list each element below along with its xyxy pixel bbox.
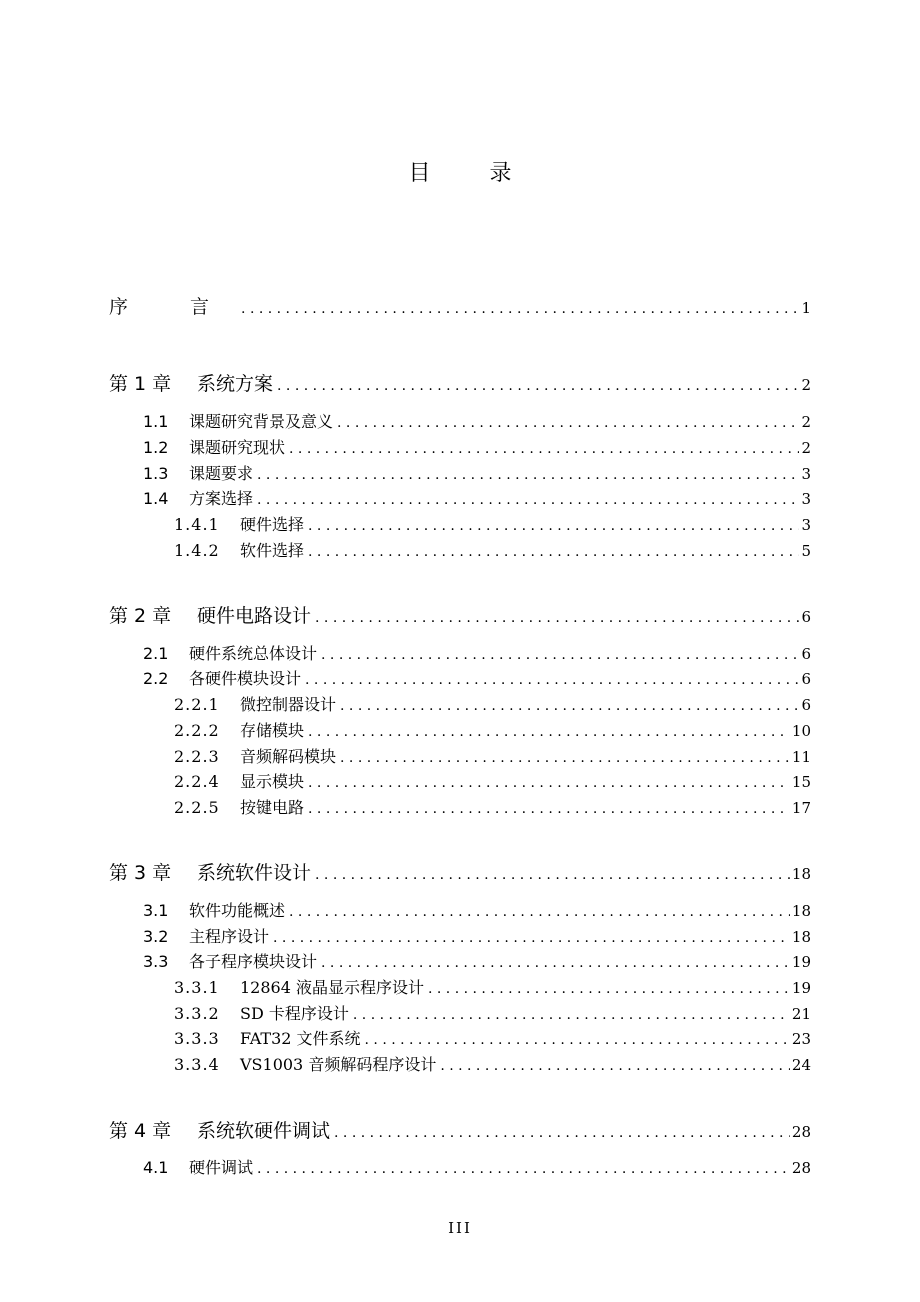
- toc-entry-page: 6: [801, 670, 811, 688]
- toc-entry-number: 3.1: [143, 901, 169, 920]
- toc-entry-title: 课题研究现状: [189, 438, 286, 457]
- dot-leader: [315, 610, 799, 626]
- toc-entry-number: 2.1: [143, 644, 169, 663]
- dot-leader: [308, 724, 790, 740]
- toc-entry[interactable]: [109, 292, 811, 319]
- toc-entry-number: 第 1 章: [109, 373, 172, 395]
- toc-entry-page: 3: [801, 516, 811, 534]
- toc-entry[interactable]: [109, 858, 811, 885]
- toc-entry-title: SD 卡程序设计: [240, 1004, 349, 1023]
- toc-entry-title: 显示模块: [240, 772, 305, 791]
- toc-entry[interactable]: [143, 924, 811, 947]
- toc-entry-number: 3.3.2: [174, 1004, 220, 1023]
- toc-entry-number: 4.1: [143, 1158, 169, 1177]
- toc-entry-title: 软件选择: [240, 541, 305, 560]
- toc-entry-number: 第 4 章: [109, 1120, 172, 1142]
- toc-entry-title: 按键电路: [240, 798, 305, 817]
- toc-entry[interactable]: [143, 666, 811, 689]
- toc-entry-title: 音频解码模块: [240, 747, 337, 766]
- toc-entry-page: 18: [791, 865, 811, 883]
- toc-entry-title: 主程序设计: [189, 927, 270, 946]
- dot-leader: [257, 492, 799, 508]
- dot-leader: [365, 1032, 790, 1048]
- toc-entry-number: 第 3 章: [109, 862, 172, 884]
- toc-entry-page: 3: [801, 465, 811, 483]
- dot-leader: [241, 301, 799, 317]
- toc-entry-title: 课题研究背景及意义: [189, 412, 334, 431]
- toc-entry[interactable]: [174, 512, 811, 535]
- toc-entry[interactable]: [174, 718, 811, 741]
- toc-entry-title: 系统软件设计: [197, 862, 312, 884]
- toc-entry-title: 各子程序模块设计: [189, 952, 318, 971]
- toc-entry-number: 第 2 章: [109, 605, 172, 627]
- toc-entry-title: 软件功能概述: [189, 901, 286, 920]
- toc-entry-number: 2.2.4: [174, 772, 220, 791]
- dot-leader: [273, 930, 790, 946]
- toc-entry-number: 序 言: [109, 296, 238, 318]
- toc-entry-number: 1.3: [143, 464, 169, 483]
- toc-entry-page: 21: [791, 1005, 811, 1023]
- toc-entry-title: 方案选择: [189, 489, 254, 508]
- toc-entry-number: 2.2.5: [174, 798, 220, 817]
- toc-entry[interactable]: [109, 369, 811, 396]
- toc-entry-page: 5: [801, 542, 811, 560]
- toc-entry-page: 6: [801, 696, 811, 714]
- dot-leader: [353, 1007, 790, 1023]
- toc-entry[interactable]: [174, 975, 811, 998]
- toc-entry-page: 6: [801, 608, 811, 626]
- toc-entry-page: 2: [801, 376, 811, 394]
- dot-leader: [340, 750, 790, 766]
- toc-entry-page: 15: [791, 773, 811, 791]
- toc-entry-number: 3.3: [143, 952, 169, 971]
- toc-entry-page: 2: [801, 413, 811, 431]
- toc-entry-page: 11: [791, 748, 811, 766]
- toc-entry[interactable]: [143, 461, 811, 484]
- toc-entry-number: 2.2.3: [174, 747, 220, 766]
- toc-entry-title: 硬件选择: [240, 515, 305, 534]
- toc-entry-title: 各硬件模块设计: [189, 669, 302, 688]
- page-number-footer: III: [448, 1219, 472, 1237]
- toc-entry-number: 2.2.2: [174, 721, 220, 740]
- toc-entry[interactable]: [174, 538, 811, 561]
- toc-entry-page: 3: [801, 490, 811, 508]
- dot-leader: [257, 467, 799, 483]
- dot-leader: [308, 544, 799, 560]
- toc-entry-number: 3.2: [143, 927, 169, 946]
- toc-entry-number: 1.1: [143, 412, 169, 431]
- toc-entry[interactable]: [143, 1155, 811, 1178]
- dot-leader: [289, 904, 790, 920]
- toc-entry-page: 18: [791, 928, 811, 946]
- toc-entry-page: 10: [791, 722, 811, 740]
- toc-entry-page: 19: [791, 979, 811, 997]
- toc-entry-number: 1.4: [143, 489, 169, 508]
- toc-entry[interactable]: [174, 1052, 811, 1075]
- toc-entry-number: 1.2: [143, 438, 169, 457]
- toc-entry[interactable]: [143, 486, 811, 509]
- toc-entry-title: 课题要求: [189, 464, 254, 483]
- toc-entry[interactable]: [109, 601, 811, 628]
- dot-leader: [428, 981, 790, 997]
- toc-entry[interactable]: [143, 435, 811, 458]
- dot-leader: [289, 441, 799, 457]
- dot-leader: [315, 867, 790, 883]
- dot-leader: [440, 1058, 790, 1074]
- toc-entry-title: 系统方案: [197, 373, 274, 395]
- dot-leader: [340, 698, 799, 714]
- toc-entry-number: 3.3.4: [174, 1055, 220, 1074]
- toc-entry-page: 28: [791, 1159, 811, 1177]
- toc-entry-number: 3.3.1: [174, 978, 220, 997]
- toc-entry-title: 硬件调试: [189, 1158, 254, 1177]
- toc-entry-page: 28: [791, 1123, 811, 1141]
- dot-leader: [321, 955, 790, 971]
- toc-entry[interactable]: [174, 692, 811, 715]
- dot-leader: [257, 1161, 790, 1177]
- toc-entry-title: 硬件电路设计: [197, 605, 312, 627]
- toc-entry-number: 2.2.1: [174, 695, 220, 714]
- toc-entry-title: FAT32 文件系统: [240, 1029, 361, 1048]
- dot-leader: [321, 647, 799, 663]
- toc-entry-page: 24: [791, 1056, 811, 1074]
- dot-leader: [277, 378, 799, 394]
- toc-entry-number: 3.3.3: [174, 1029, 220, 1048]
- toc-entry[interactable]: [143, 898, 811, 921]
- toc-entry-title: VS1003 音频解码程序设计: [240, 1055, 437, 1074]
- toc-entry-title: 微控制器设计: [240, 695, 337, 714]
- toc-entry-page: 18: [791, 902, 811, 920]
- toc-entry[interactable]: [143, 949, 811, 972]
- dot-leader: [305, 672, 799, 688]
- toc-entry[interactable]: [174, 744, 811, 767]
- page-title: 目 录: [408, 161, 538, 186]
- toc-entry-page: 1: [801, 299, 811, 317]
- toc-entry-title: 硬件系统总体设计: [189, 644, 318, 663]
- dot-leader: [337, 415, 799, 431]
- toc-entry[interactable]: [174, 769, 811, 792]
- toc-entry-title: 存储模块: [240, 721, 305, 740]
- toc-entry-page: 17: [791, 799, 811, 817]
- toc-entry[interactable]: [143, 409, 811, 432]
- toc-entry-title: 系统软硬件调试: [197, 1120, 331, 1142]
- toc-entry[interactable]: [174, 1026, 811, 1049]
- toc-entry[interactable]: [143, 641, 811, 664]
- toc-entry-page: 19: [791, 953, 811, 971]
- dot-leader: [334, 1125, 790, 1141]
- dot-leader: [308, 801, 790, 817]
- dot-leader: [308, 775, 790, 791]
- toc-entry[interactable]: [174, 1001, 811, 1024]
- toc-entry-page: 6: [801, 645, 811, 663]
- toc-entry[interactable]: [109, 1116, 811, 1143]
- toc-entry-page: 2: [801, 439, 811, 457]
- toc-entry-number: 2.2: [143, 669, 169, 688]
- toc-entry-number: 1.4.1: [174, 515, 220, 534]
- toc-entry-page: 23: [791, 1030, 811, 1048]
- toc-entry-title: 12864 液晶显示程序设计: [240, 978, 424, 997]
- dot-leader: [308, 518, 799, 534]
- toc-entry[interactable]: [174, 795, 811, 818]
- toc-entry-number: 1.4.2: [174, 541, 220, 560]
